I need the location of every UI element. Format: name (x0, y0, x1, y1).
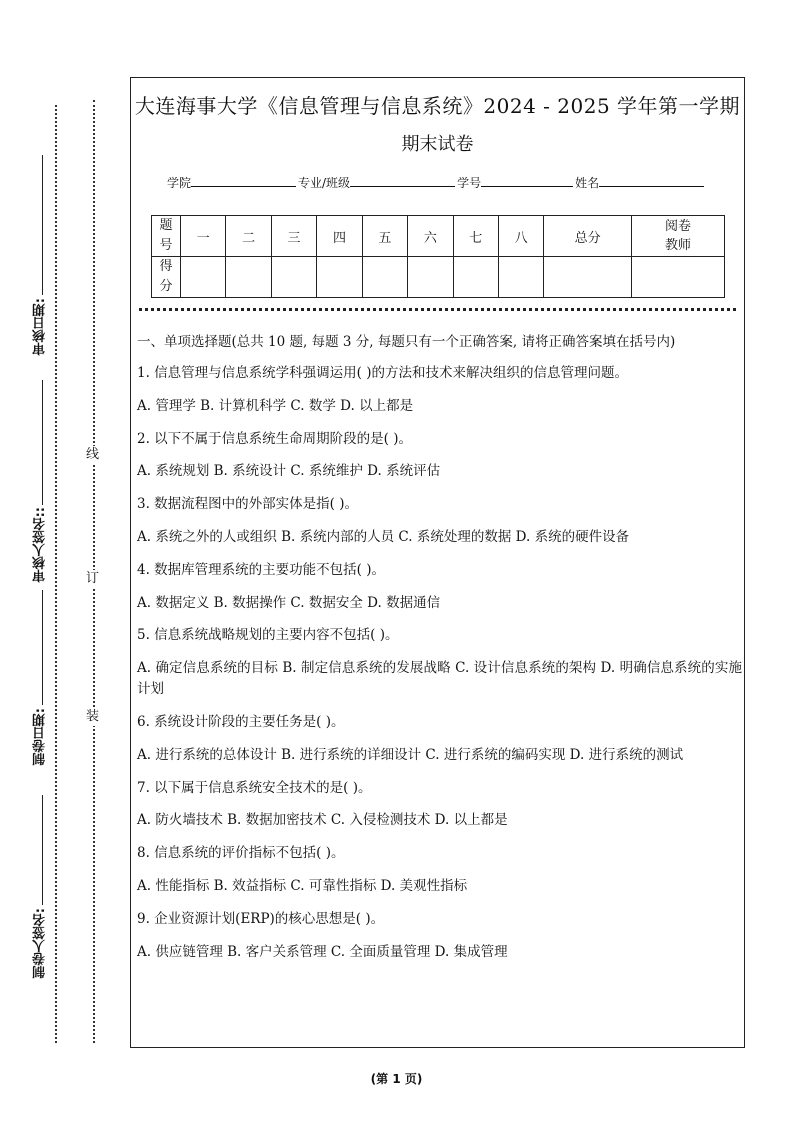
score-cell[interactable] (226, 257, 271, 298)
binding-char-ding: 订 (86, 571, 100, 586)
question-3: 3. 数据流程图中的外部实体是指( )。 (137, 496, 358, 513)
options-1: A. 管理学 B. 计算机科学 C. 数学 D. 以上都是 (137, 397, 414, 414)
major-class-label: 专业/班级 (298, 176, 351, 190)
col-6: 六 (408, 216, 453, 257)
student-id-label: 学号 (457, 176, 482, 190)
score-cell[interactable] (453, 257, 498, 298)
reviewer-signature-label: 审核人签名:: (33, 507, 48, 583)
grader-header: 阅卷 教师 (632, 216, 725, 257)
student-id-field[interactable] (481, 174, 573, 187)
question-section (137, 332, 742, 974)
maker-date-line (42, 590, 43, 705)
col-2: 二 (226, 216, 271, 257)
options-6: A. 进行系统的总体设计 B. 进行系统的详细设计 C. 进行系统的编码实现 D. 进行系统的测试 (137, 746, 684, 763)
maker-date-label: 制卷日期: (33, 708, 48, 766)
question-1: 1. 信息管理与信息系统学科强调运用( )的方法和技术来解决组织的信息管理问题。 (137, 365, 628, 381)
college-label: 学院 (167, 176, 192, 190)
col-7: 七 (453, 216, 498, 257)
question-5: 5. 信息系统战略规划的主要内容不包括( )。 (137, 627, 399, 644)
question-number-header: 题 号 (152, 216, 181, 257)
options-4: A. 数据定义 B. 数据操作 C. 数据安全 D. 数据通信 (137, 594, 441, 611)
col-4: 四 (317, 216, 362, 257)
score-header: 得 分 (152, 257, 181, 298)
college-field[interactable] (191, 174, 296, 187)
reviewer-signature-line (42, 380, 43, 505)
score-cell[interactable] (181, 257, 226, 298)
options-5: A. 确定信息系统的目标 B. 制定信息系统的发展战略 C. 设计信息系统的架构 D. 明确信息系统的实施计划 (137, 660, 742, 698)
col-1: 一 (181, 216, 226, 257)
name-label: 姓名 (575, 176, 600, 190)
score-table (151, 215, 725, 298)
student-info-line (167, 174, 706, 191)
score-table-header-row (152, 216, 725, 257)
grader-cell[interactable] (632, 257, 725, 298)
maker-signature-line (42, 795, 43, 905)
options-2: A. 系统规划 B. 系统设计 C. 系统维护 D. 系统评估 (137, 463, 441, 480)
review-date-label: 审核日期: (33, 298, 48, 356)
options-9: A. 供应链管理 B. 客户关系管理 C. 全面质量管理 D. 集成管理 (137, 943, 508, 960)
question-8: 8. 信息系统的评价指标不包括( )。 (137, 845, 345, 862)
col-total: 总分 (544, 216, 632, 257)
question-7: 7. 以下属于信息系统安全技术的是( )。 (137, 779, 372, 796)
exam-subtitle: 期末试卷 (401, 134, 474, 155)
dotted-separator (139, 308, 736, 311)
options-7: A. 防火墙技术 B. 数据加密技术 C. 入侵检测技术 D. 以上都是 (137, 812, 508, 829)
col-3: 三 (271, 216, 316, 257)
review-date-line (42, 155, 43, 295)
col-8: 八 (498, 216, 543, 257)
question-9: 9. 企业资源计划(ERP)的核心思想是( )。 (137, 910, 385, 927)
name-field[interactable] (599, 174, 704, 187)
major-class-field[interactable] (350, 174, 455, 187)
score-cell[interactable] (498, 257, 543, 298)
score-cell[interactable] (362, 257, 407, 298)
options-3: A. 系统之外的人或组织 B. 系统内部的人员 C. 系统处理的数据 D. 系统的硬件设备 (137, 528, 630, 545)
binding-char-xian: 线 (86, 447, 100, 462)
maker-signature-label: 制卷人签名: (33, 908, 48, 979)
question-6: 6. 系统设计阶段的主要任务是( )。 (137, 713, 345, 730)
col-5: 五 (362, 216, 407, 257)
exam-title: 大连海事大学《信息管理与信息系统》2024 - 2025 学年第一学期 (134, 94, 741, 118)
score-table-score-row (152, 257, 725, 298)
question-4: 4. 数据库管理系统的主要功能不包括( )。 (137, 561, 385, 578)
binding-char-zhuang: 装 (86, 709, 100, 724)
score-cell[interactable] (317, 257, 362, 298)
exam-frame (130, 77, 745, 1048)
score-cell-total[interactable] (544, 257, 632, 298)
page-number: (第 1 页) (370, 1072, 423, 1086)
binding-outer-dotted-line (55, 105, 57, 1043)
options-8: A. 性能指标 B. 效益指标 C. 可靠性指标 D. 美观性指标 (137, 877, 468, 894)
question-2: 2. 以下不属于信息系统生命周期阶段的是( )。 (137, 430, 412, 447)
section-intro: 一、单项选择题(总共 10 题, 每题 3 分, 每题只有一个正确答案, 请将正确答案填在括号内) (137, 334, 676, 350)
score-cell[interactable] (408, 257, 453, 298)
score-cell[interactable] (271, 257, 316, 298)
